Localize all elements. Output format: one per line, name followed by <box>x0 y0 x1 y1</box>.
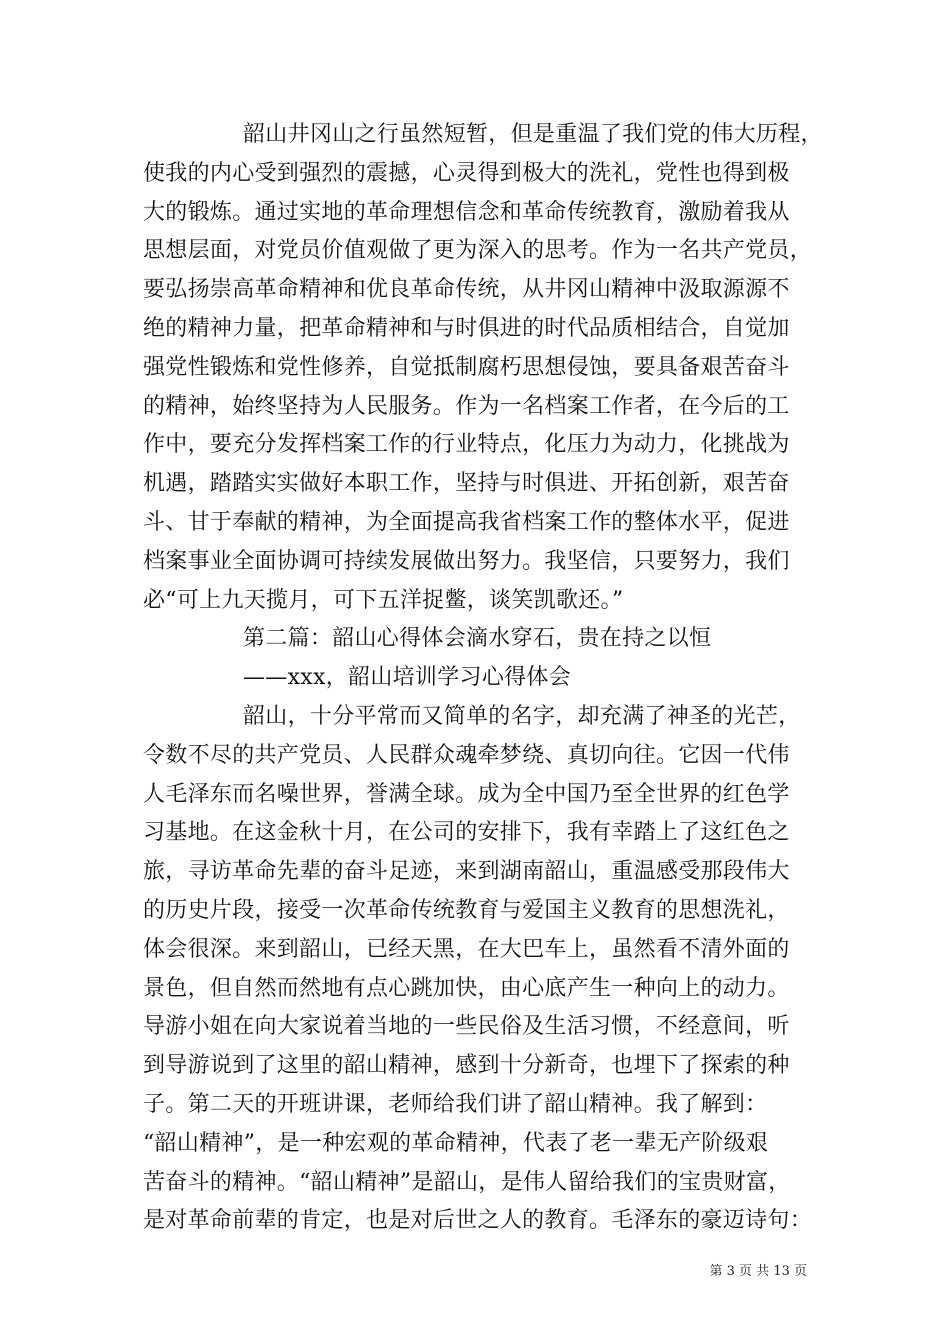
paragraph-line: 韶山，十分平常而又简单的名字，却充满了神圣的光芒， <box>243 703 801 729</box>
paragraph-line: 档案事业全面协调可持续发展做出努力。我坚信，只要努力，我们 <box>143 548 790 574</box>
paragraph-line: 必“可上九天揽月，可下五洋捉鳖，谈笑凯歌还。” <box>143 587 624 613</box>
paragraph-line: 导游小姐在向大家说着当地的一些民俗及生活习惯，不经意间，听 <box>143 1014 790 1040</box>
paragraph-line: 使我的内心受到强烈的震撼，心灵得到极大的洗礼，党性也得到极 <box>143 160 790 186</box>
paragraph-line: 习基地。在这金秋十月，在公司的安排下，我有幸踏上了这红色之 <box>143 820 790 846</box>
paragraph-line: 韶山井冈山之行虽然短暂，但是重温了我们党的伟大历程， <box>243 122 823 147</box>
section-title: 第二篇：韶山心得体会滴水穿石，贵在持之以恒 <box>243 626 712 652</box>
paragraph-line: 思想层面，对党员价值观做了更为深入的思考。作为一名共产党员， <box>143 238 813 264</box>
body-text <box>143 116 823 1241</box>
paragraph-line: 斗、甘于奉献的精神，为全面提高我省档案工作的整体水平，促进 <box>143 509 790 535</box>
paragraph-line: 是对革命前辈的肯定，也是对后世之人的教育。毛泽东的豪迈诗句： <box>143 1208 813 1234</box>
page-number-footer: 第 3 页 共 13 页 <box>709 1264 807 1279</box>
paragraph-line: 大的锻炼。通过实地的革命理想信念和革命传统教育，激励着我从 <box>143 199 790 225</box>
section-subtitle: ——xxx，韶山培训学习心得体会 <box>243 665 572 691</box>
paragraph-line: 苦奋斗的精神。“韶山精神”是韶山，是伟人留给我们的宝贵财富， <box>143 1169 791 1195</box>
paragraph-line: 景色，但自然而然地有点心跳加快，由心底产生一种向上的动力。 <box>143 975 790 1001</box>
paragraph-line: 机遇，踏踏实实做好本职工作，坚持与时俱进、开拓创新，艰苦奋 <box>143 471 790 497</box>
paragraph-line: 旅，寻访革命先辈的奋斗足迹，来到湖南韶山，重温感受那段伟大 <box>143 859 790 885</box>
paragraph-line: 到导游说到了这里的韶山精神，感到十分新奇，也埋下了探索的种 <box>143 1053 790 1079</box>
paragraph-line: 人毛泽东而名噪世界，誉满全球。成为全中国乃至全世界的红色学 <box>143 781 790 807</box>
paragraph-line: 要弘扬崇高革命精神和优良革命传统，从井冈山精神中汲取源源不 <box>143 277 790 303</box>
paragraph-line: 的精神，始终坚持为人民服务。作为一名档案工作者，在今后的工 <box>143 393 790 419</box>
paragraph-line: 强党性锻炼和党性修养，自觉抵制腐朽思想侵蚀，要具备艰苦奋斗 <box>143 354 790 380</box>
paragraph-line: 的历史片段，接受一次革命传统教育与爱国主义教育的思想洗礼， <box>143 897 790 923</box>
paragraph-line: 绝的精神力量，把革命精神和与时俱进的时代品质相结合，自觉加 <box>143 315 790 341</box>
paragraph-line: 令数不尽的共产党员、人民群众魂牵梦绕、真切向往。它因一代伟 <box>143 742 790 768</box>
paragraph-line: 子。第二天的开班讲课，老师给我们讲了韶山精神。我了解到： <box>143 1091 768 1117</box>
paragraph-line: 体会很深。来到韶山，已经天黑，在大巴车上，虽然看不清外面的 <box>143 936 790 962</box>
paragraph-line: “韶山精神”，是一种宏观的革命精神，代表了老一辈无产阶级艰 <box>143 1130 769 1156</box>
paragraph-line: 作中，要充分发挥档案工作的行业特点，化压力为动力，化挑战为 <box>143 432 790 458</box>
